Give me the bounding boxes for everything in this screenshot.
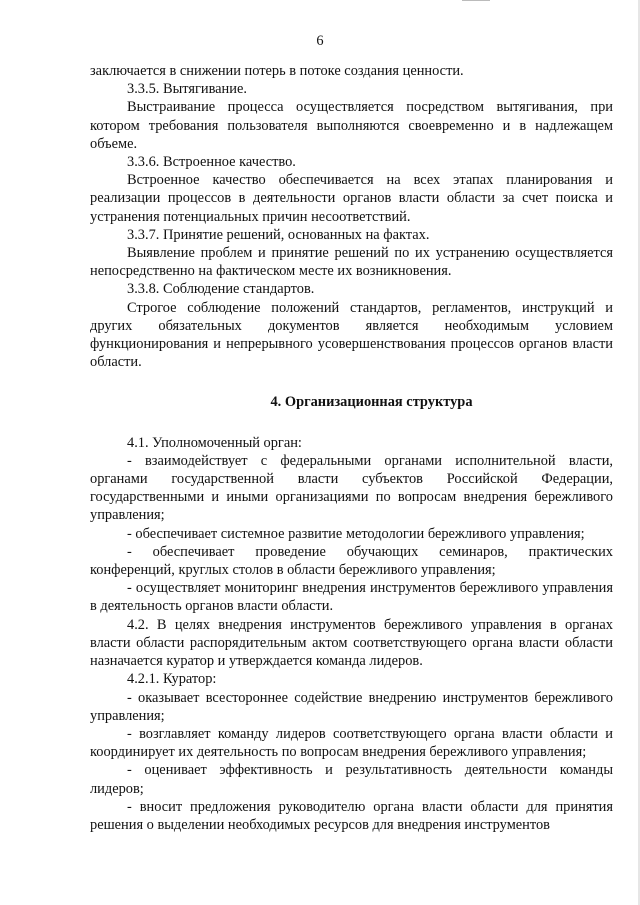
paragraph: 4.2. В целях внедрения инструментов бережливого управления в органах власти области распорядительным актом соответствующего органа власти области назначается куратор и утверждается команда лидеров. [90, 616, 613, 670]
paragraph: заключается в снижении потерь в потоке создания ценности. [90, 63, 464, 79]
list-item: 4.1. Уполномоченный орган: [127, 434, 302, 451]
list-item: - взаимодействует с федеральными органами исполнительной власти, органами государственной власти субъектов Российской Федерации, государственными и иными организациями по вопросам внедрения бережливого управления; [90, 452, 613, 524]
paragraph: Выявление проблем и принятие решений по их устранению осуществляется непосредственно на фактическом месте их возникновения. [90, 245, 613, 280]
list-item: - вносит предложения руководителю органа власти области для принятия решения о выделении необходимых ресурсов для внедрения инструментов [90, 798, 613, 833]
document-body [90, 62, 613, 834]
subsection-title: 3.3.7. Принятие решений, основанных на фактах. [127, 226, 430, 243]
subsection-title: 3.3.8. Соблюдение стандартов. [127, 281, 315, 298]
list-item: - оценивает эффективность и результативность деятельности команды лидеров; [90, 762, 613, 797]
list-item: - оказывает всестороннее содействие внедрению инструментов бережливого управления; [90, 689, 613, 724]
paragraph: Выстраивание процесса осуществляется посредством вытягивания, при котором требования пользователя выполняются своевременно и в надлежащем объеме. [90, 99, 613, 152]
list-item: - обеспечивает проведение обучающих семинаров, практических конференций, круглых столов в области бережливого управления; [90, 543, 613, 579]
subsection-title: 4.2.1. Куратор: [127, 671, 217, 688]
subsection-title: 3.3.5. Вытягивание. [127, 81, 247, 98]
section-heading: 4. Организационная структура [270, 394, 473, 411]
paragraph: Строгое соблюдение положений стандартов, регламентов, инструкций и других обязательных документов является необходимым условием функционирования и непрерывного усовершенствования процессов органов власти области. [90, 299, 613, 371]
paragraph: Встроенное качество обеспечивается на всех этапах планирования и реализации процессов в деятельности органов власти области за счет поиска и устранения потенциальных причин несоответствий. [90, 172, 613, 225]
list-item: - осуществляет мониторинг внедрения инструментов бережливого управления в деятельность органов власти области. [90, 580, 613, 615]
subsection-title: 3.3.6. Встроенное качество. [127, 154, 296, 171]
list-item: - обеспечивает системное развитие методологии бережливого управления; [127, 525, 585, 542]
scan-mark [462, 0, 490, 1]
list-item: - возглавляет команду лидеров соответствующего органа власти области и координирует их деятельность по вопросам внедрения бережливого управления; [90, 725, 613, 761]
page-number: 6 [316, 33, 324, 49]
